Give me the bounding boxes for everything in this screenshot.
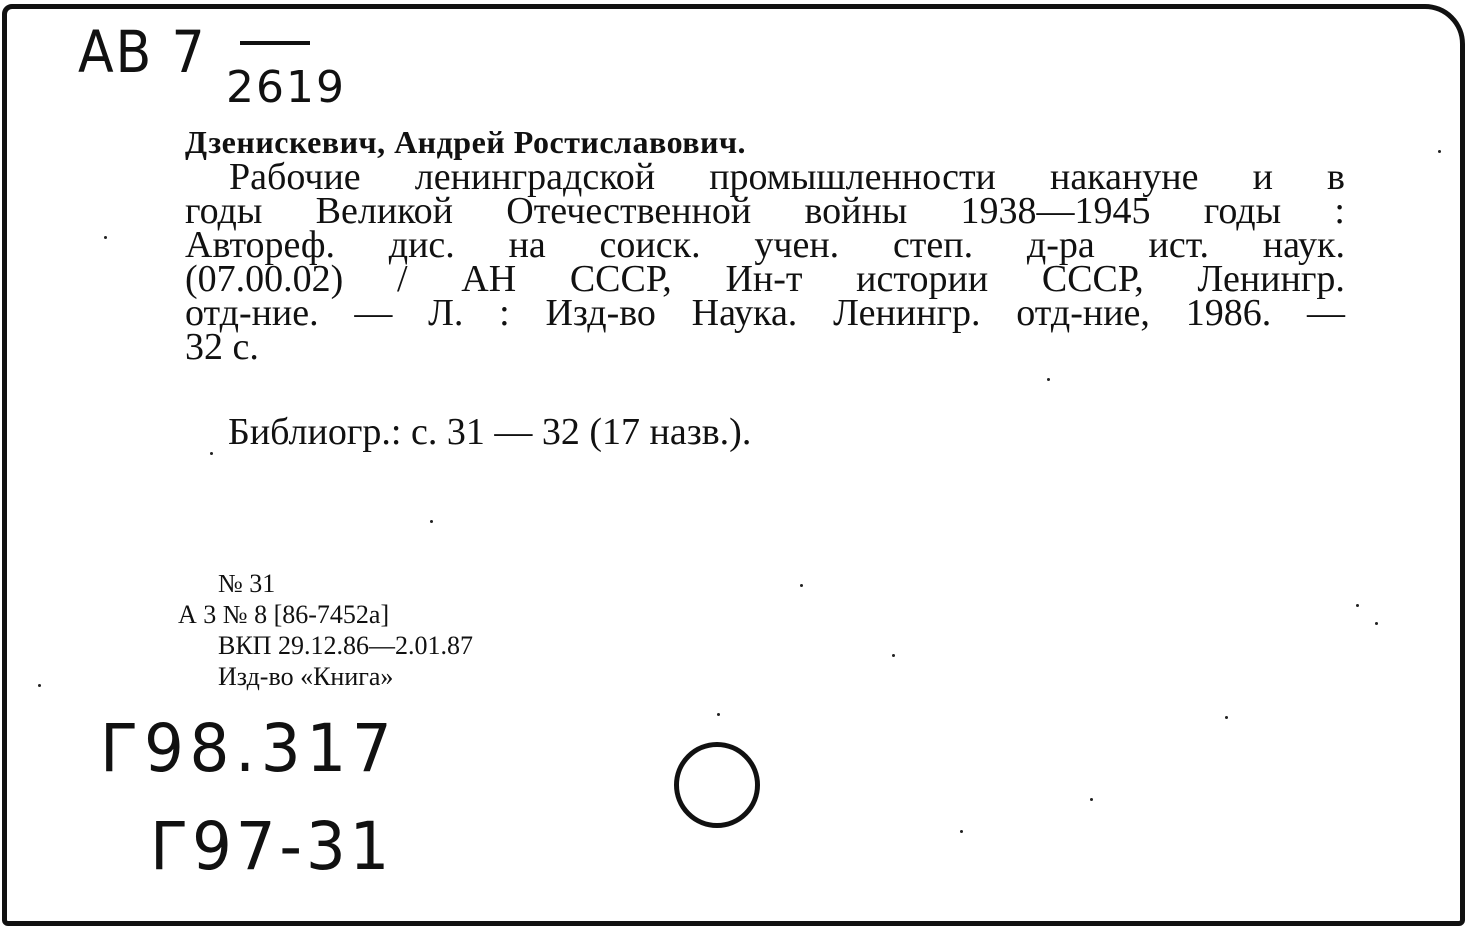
speck	[1375, 622, 1378, 625]
speck	[1090, 798, 1093, 801]
vkp-dates: ВКП 29.12.86—2.01.87	[218, 631, 473, 660]
description-word: АН	[461, 258, 517, 300]
description-word: (07.00.02)	[185, 258, 344, 300]
speck	[1438, 150, 1441, 153]
card-number: № 31	[218, 569, 276, 598]
description-word: отд-ние,	[1016, 292, 1150, 334]
catalog-code: А 3 № 8 [86-7452а]	[178, 600, 390, 629]
description-word: наук.	[1262, 224, 1345, 266]
description-word: степ.	[892, 224, 974, 266]
description-word: —	[354, 292, 393, 334]
punch-hole	[674, 742, 760, 828]
speck	[960, 830, 963, 833]
description-word: отд-ние.	[185, 292, 319, 334]
shelf-mark-bar	[240, 41, 310, 45]
description-word: 1938—1945	[960, 190, 1151, 232]
shelf-mark-prefix: АВ 7	[78, 18, 207, 86]
description-word: Ленингр.	[1197, 258, 1345, 300]
description-word: Ленингр.	[833, 292, 981, 334]
description-line	[185, 156, 1345, 198]
description-word: Рабочие	[229, 156, 361, 198]
speck	[1225, 716, 1228, 719]
speck	[430, 520, 433, 523]
card-meta	[178, 568, 473, 692]
description-word: соиск.	[599, 224, 701, 266]
description-word: д-ра	[1026, 224, 1095, 266]
description-line	[185, 190, 1345, 232]
bibliography-note: Библиогр.: с. 31 — 32 (17 назв.).	[228, 411, 752, 453]
description-word: Автореф.	[185, 224, 335, 266]
speck	[38, 684, 41, 687]
description-word: :	[499, 292, 510, 334]
description-word: войны	[804, 190, 908, 232]
description-word: промышленности	[709, 156, 996, 198]
speck	[1047, 378, 1050, 381]
description-word: учен.	[754, 224, 840, 266]
description-line: 32 с.	[185, 326, 259, 368]
description-word: дис.	[388, 224, 455, 266]
description-word: годы	[1203, 190, 1282, 232]
publisher-line: Изд-во «Книга»	[218, 662, 394, 691]
description-word: 1986.	[1185, 292, 1272, 334]
speck	[104, 236, 107, 239]
description-line	[185, 292, 1345, 334]
description-word: ист.	[1148, 224, 1209, 266]
description-word: /	[397, 258, 408, 300]
description-word: Л.	[428, 292, 464, 334]
pencil-note: Г97-31	[150, 808, 394, 885]
description-line	[185, 258, 1345, 300]
shelf-mark-number: 2619	[226, 62, 346, 113]
pencil-note: Г98.317	[100, 710, 398, 787]
author-heading: Дзенискевич, Андрей Ростиславович.	[185, 124, 747, 160]
speck	[800, 584, 803, 587]
description-word: СССР,	[569, 258, 672, 300]
description-block	[185, 156, 1345, 368]
description-word: годы	[185, 190, 263, 232]
description-line	[185, 224, 1345, 266]
description-word: :	[1334, 190, 1345, 232]
description-word: Наука.	[691, 292, 798, 334]
description-word: и	[1252, 156, 1273, 198]
description-word: Великой	[315, 190, 454, 232]
speck	[892, 654, 895, 657]
description-word: ленинградской	[414, 156, 656, 198]
description-word: истории	[856, 258, 989, 300]
speck	[1356, 604, 1359, 607]
description-word: Отечественной	[506, 190, 752, 232]
speck	[717, 713, 720, 716]
description-word: Ин-т	[725, 258, 803, 300]
description-word: СССР,	[1041, 258, 1144, 300]
description-word: в	[1326, 156, 1345, 198]
description-word: —	[1306, 292, 1345, 334]
description-word: Изд-во	[545, 292, 656, 334]
speck	[210, 452, 213, 455]
description-word: накануне	[1049, 156, 1199, 198]
description-word: на	[508, 224, 546, 266]
